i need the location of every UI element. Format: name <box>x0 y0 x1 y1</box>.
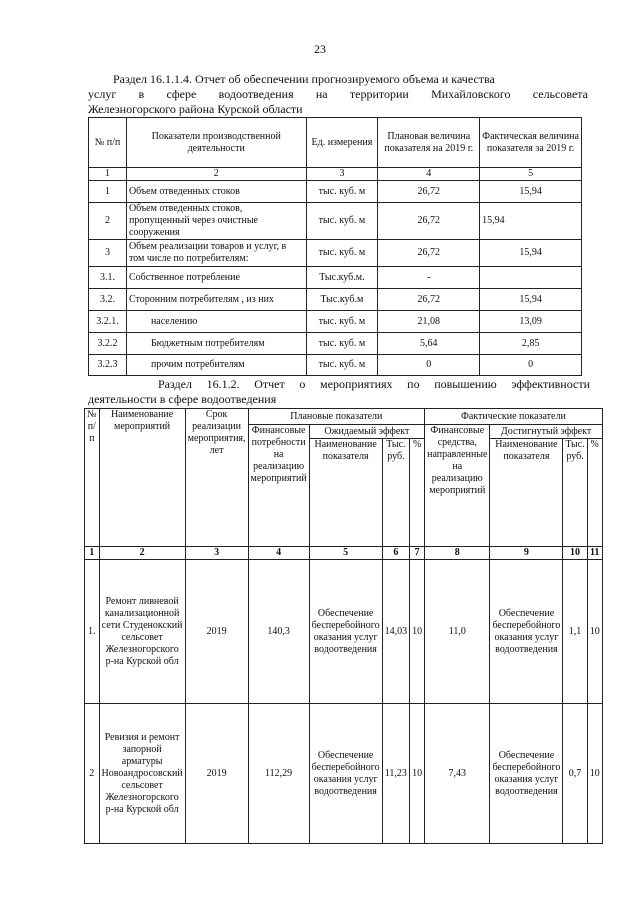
table-row <box>89 355 582 376</box>
row-fact: 15,94 <box>480 181 582 203</box>
section1-line1: Раздел 16.1.1.4. Отчет об обеспечении прогнозируемого объема и качества <box>113 72 495 86</box>
header-unit: Ед. измерения <box>306 118 378 168</box>
row-num: 3.2. <box>89 289 127 311</box>
row-unit: тыс. куб. м <box>306 203 378 240</box>
header-actual: Фактические показатели <box>425 409 603 425</box>
header-fin-plan: Финансовые потребности на реализацию мероприятий <box>248 425 309 547</box>
table-row <box>89 267 582 289</box>
row-fin: 140,3 <box>248 560 309 704</box>
header-eff-pct: % <box>410 439 425 547</box>
row-fact: 15,94 <box>480 289 582 311</box>
row-name: Сторонним потребителям , из них <box>126 289 306 311</box>
row-plan: 0 <box>378 355 480 376</box>
colnum: 2 <box>126 168 306 181</box>
colnum: 5 <box>480 168 582 181</box>
row-effect: Обеспечение бесперебойного оказания услуг водоотведения <box>309 704 382 844</box>
header-term: Срок реализации мероприятия, лет <box>185 409 248 547</box>
table1-header <box>89 118 582 168</box>
row-fin: 112,29 <box>248 704 309 844</box>
header-expected: Ожидаемый эффект <box>309 425 424 439</box>
colnum: 8 <box>425 547 490 560</box>
row-num: 3.2.2 <box>89 333 127 355</box>
row-num: 3.1. <box>89 267 127 289</box>
header-ach-pct: % <box>587 439 602 547</box>
row-ach: Обеспечение бесперебойного оказания услуг водоотведения <box>490 560 563 704</box>
row-plan: 5,64 <box>378 333 480 355</box>
row-num: 1 <box>89 181 127 203</box>
row-fact: 15,94 <box>480 203 582 240</box>
header-achieved: Достигнутый эффект <box>490 425 602 439</box>
header-planned: Плановые показатели <box>248 409 425 425</box>
row-ach-pct: 10 <box>587 560 602 704</box>
section2-heading <box>88 377 590 407</box>
table2-header-row1 <box>85 409 603 425</box>
table-row <box>85 704 603 844</box>
row-plan: 26,72 <box>378 289 480 311</box>
row-unit: Тыс.куб.м. <box>306 267 378 289</box>
row-num: 2 <box>85 704 100 844</box>
row-fin-fact: 7,43 <box>425 704 490 844</box>
row-name: Объем отведенных стоков <box>126 181 306 203</box>
row-num: 3 <box>89 240 127 267</box>
colnum: 10 <box>563 547 587 560</box>
row-name: Объем реализации товаров и услуг, в том числе по потребителям: <box>126 240 306 267</box>
row-term: 2019 <box>185 704 248 844</box>
row-num: 1. <box>85 560 100 704</box>
colnum: 1 <box>89 168 127 181</box>
row-rub: 14,03 <box>382 560 410 704</box>
table-row <box>89 240 582 267</box>
section2-line1: Раздел 16.1.2. Отчет о мероприятиях по повышению эффективности <box>158 377 590 391</box>
colnum: 4 <box>378 168 480 181</box>
row-name: Объем отведенных стоков, пропущенный через очистные сооружения <box>126 203 306 240</box>
row-plan: 21,08 <box>378 311 480 333</box>
row-ach-rub: 1,1 <box>563 560 587 704</box>
table2-colnums <box>85 547 603 560</box>
row-fact <box>480 267 582 289</box>
colnum: 11 <box>587 547 602 560</box>
row-plan: 26,72 <box>378 240 480 267</box>
table-volume <box>88 117 582 376</box>
row-num: 3.2.3 <box>89 355 127 376</box>
row-pct: 10 <box>410 704 425 844</box>
header-fin-fact: Финансовые средства, направленные на реализацию мероприятий <box>425 425 490 547</box>
colnum: 3 <box>185 547 248 560</box>
row-unit: тыс. куб. м <box>306 333 378 355</box>
table1-colnums <box>89 168 582 181</box>
table-row <box>89 203 582 240</box>
header-eff-rub: Тыс. руб. <box>382 439 410 547</box>
header-num: № п/п <box>85 409 100 547</box>
row-fact: 13,09 <box>480 311 582 333</box>
row-name: Бюджетным потребителям <box>126 333 306 355</box>
row-ach-rub: 0,7 <box>563 704 587 844</box>
colnum: 2 <box>99 547 185 560</box>
table-row <box>89 289 582 311</box>
colnum: 3 <box>306 168 378 181</box>
colnum: 9 <box>490 547 563 560</box>
row-plan: 26,72 <box>378 203 480 240</box>
row-rub: 11,23 <box>382 704 410 844</box>
colnum: 7 <box>410 547 425 560</box>
colnum: 4 <box>248 547 309 560</box>
row-name: прочим потребителям <box>126 355 306 376</box>
row-unit: тыс. куб. м <box>306 181 378 203</box>
header-num: № п/п <box>89 118 127 168</box>
row-num: 2 <box>89 203 127 240</box>
row-name: Ревизия и ремонт запорной арматуры Новоандросовский сельсовет Железногорского р-на Курской обл <box>99 704 185 844</box>
table-row <box>89 333 582 355</box>
row-plan: - <box>378 267 480 289</box>
row-fact: 15,94 <box>480 240 582 267</box>
row-name: Ремонт ливневой канализационной сети Студенокский сельсовет Железногорского р-на Курской обл <box>99 560 185 704</box>
header-fact: Фактическая величина показателя за 2019 г. <box>480 118 582 168</box>
header-eff-name: Наименование показателя <box>309 439 382 547</box>
header-name: Наименование мероприятий <box>99 409 185 547</box>
section1-line2: услуг в сфере водоотведения на территории Михайловского сельсовета <box>88 87 588 101</box>
row-plan: 26,72 <box>378 181 480 203</box>
header-plan: Плановая величина показателя на 2019 г. <box>378 118 480 168</box>
row-fact: 0 <box>480 355 582 376</box>
section2-line2: деятельности в сфере водоотведения <box>88 392 277 406</box>
table-row <box>89 311 582 333</box>
row-effect: Обеспечение бесперебойного оказания услуг водоотведения <box>309 560 382 704</box>
row-unit: тыс. куб. м <box>306 240 378 267</box>
row-unit: Тыс.куб.м <box>306 289 378 311</box>
row-pct: 10 <box>410 560 425 704</box>
header-indicator: Показатели производственной деятельности <box>126 118 306 168</box>
colnum: 6 <box>382 547 410 560</box>
table-measures <box>84 408 603 844</box>
row-name: населению <box>126 311 306 333</box>
row-ach-pct: 10 <box>587 704 602 844</box>
row-term: 2019 <box>185 560 248 704</box>
row-fin-fact: 11,0 <box>425 560 490 704</box>
row-unit: тыс. куб. м <box>306 311 378 333</box>
row-ach: Обеспечение бесперебойного оказания услуг водоотведения <box>490 704 563 844</box>
section1-heading <box>88 72 588 117</box>
row-num: 3.2.1. <box>89 311 127 333</box>
header-ach-rub: Тыс. руб. <box>563 439 587 547</box>
header-ach-name: Наименование показателя <box>490 439 563 547</box>
colnum: 1 <box>85 547 100 560</box>
section1-line3: Железногорского района Курской области <box>88 102 303 116</box>
row-name: Собственное потребление <box>126 267 306 289</box>
colnum: 5 <box>309 547 382 560</box>
row-fact: 2,85 <box>480 333 582 355</box>
page-number: 23 <box>314 42 326 56</box>
table-row <box>89 181 582 203</box>
row-unit: тыс. куб. м <box>306 355 378 376</box>
table-row <box>85 560 603 704</box>
